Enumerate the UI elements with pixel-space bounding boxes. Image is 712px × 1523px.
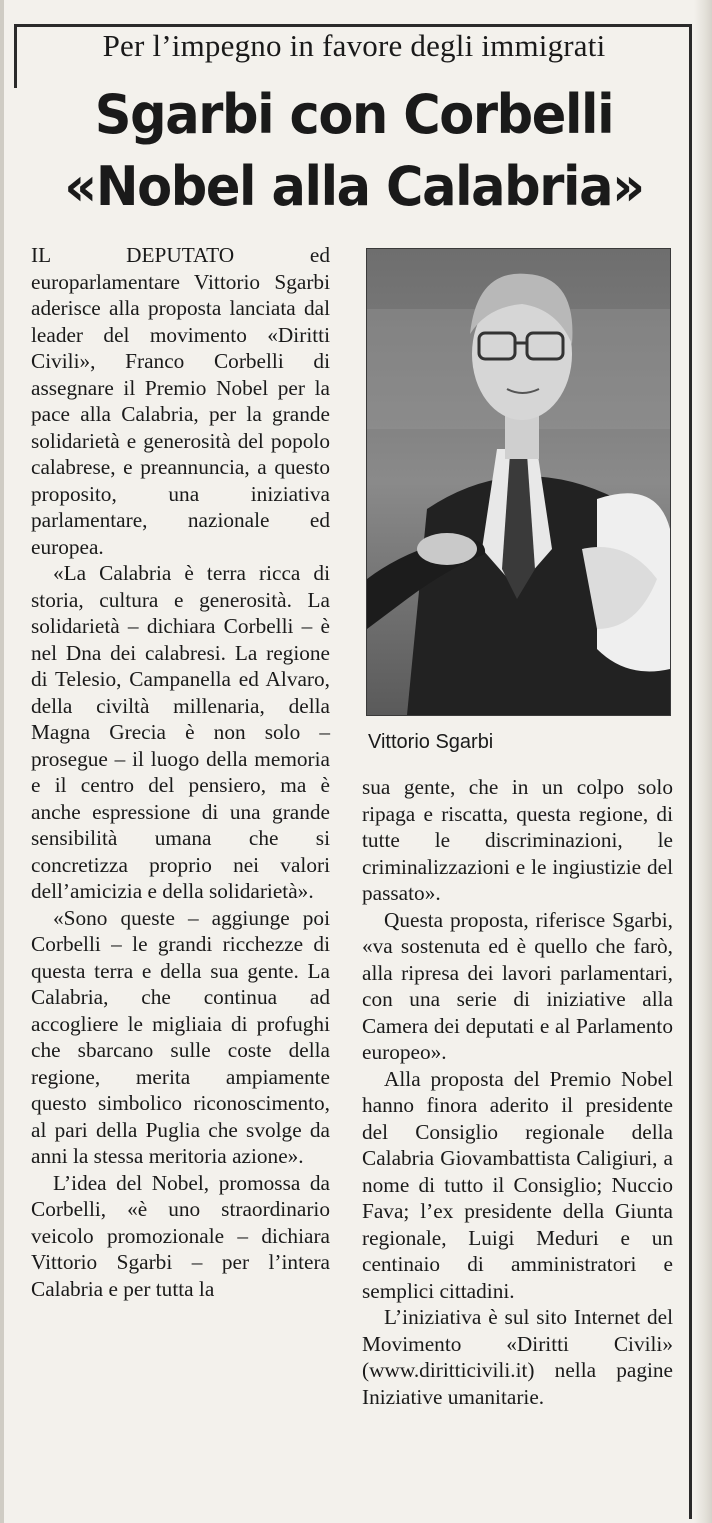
article-frame-right-rule <box>689 24 692 1519</box>
paragraph-6: Questa proposta, riferisce Sgarbi, «va sostenuta ed è quello che farò, alla ripresa dei lavori parlamentari, con una serie di iniziative alla Camera dei deputati e al Parlamento europeo». <box>362 907 673 1064</box>
scan-edge-left <box>0 0 4 1523</box>
paragraph-5: sua gente, che in un colpo solo ripaga e riscatta, questa regione, di tutte le discriminazioni, le criminalizzazioni e le ingiustizie del passato». <box>362 775 673 905</box>
paragraph-3: «Sono queste – aggiunge poi Corbelli – le grandi ricchezze di questa terra e della sua gente. La Calabria, che continua ad accogliere le migliaia di profughi che sbarcano sulle coste della regione, merita ampiamente questo simbolico riconoscimento, al pari della Puglia che svolge da anni la stessa meritoria azione». <box>31 905 330 1168</box>
paragraph-7: Alla proposta del Premio Nobel hanno finora aderito il presidente del Consiglio regionale della Calabria Giovambattista Caligiuri, a nome di tutto il Consiglio; Nuccio Fava; l’ex presidente della Giunta regionale, Luigi Meduri e un centinaio di amministratori e semplici cittadini. <box>362 1066 673 1303</box>
article-frame-left-rule <box>14 24 17 88</box>
paragraph-2: «La Calabria è terra ricca di storia, cultura e generosità. La solidarietà – dichiara Corbelli – è nel Dna dei calabresi. La regione di Telesio, Campanella ed Alvaro, della civiltà millenaria, della Magna Grecia è non solo – prosegue – il luogo della memoria e il centro del pensiero, ma è anche espressione di una grande sensibilità umana che si concretizza proprio nei valori dell’amicizia e della solidarietà». <box>31 561 330 903</box>
article-column-right <box>362 774 673 1410</box>
scan-edge-right <box>694 0 712 1523</box>
paragraph-1: IL DEPUTATO ed europarlamentare Vittorio Sgarbi aderisce alla proposta lanciata dal leader del movimento «Diritti Civili», Franco Corbelli di assegnare il Premio Nobel per la pace alla Calabria, per la grande solidarietà e generosità del popolo calabrese, e preannuncia, a questo proposito, una iniziativa parlamentare, nazionale ed europea. <box>31 243 330 559</box>
article-column-left <box>31 242 330 1302</box>
paragraph-8: L’iniziativa è sul sito Internet del Movimento «Diritti Civili» (www.diritticivili.it) nella pagine Iniziative umanitarie. <box>362 1305 673 1409</box>
portrait-photo <box>366 248 671 716</box>
article-kicker: Per l’impegno in favore degli immigrati <box>102 28 606 63</box>
paragraph-4: L’idea del Nobel, promossa da Corbelli, «è uno straordinario veicolo promozionale – dichiara Vittorio Sgarbi – per l’intera Calabria e per tutta la <box>31 1170 330 1301</box>
headline-line-1: Sgarbi con Corbelli <box>94 84 614 147</box>
article-headline <box>20 80 688 224</box>
photo-caption: Vittorio Sgarbi <box>368 731 494 753</box>
headline-line-2: «Nobel alla Calabria» <box>64 156 644 219</box>
